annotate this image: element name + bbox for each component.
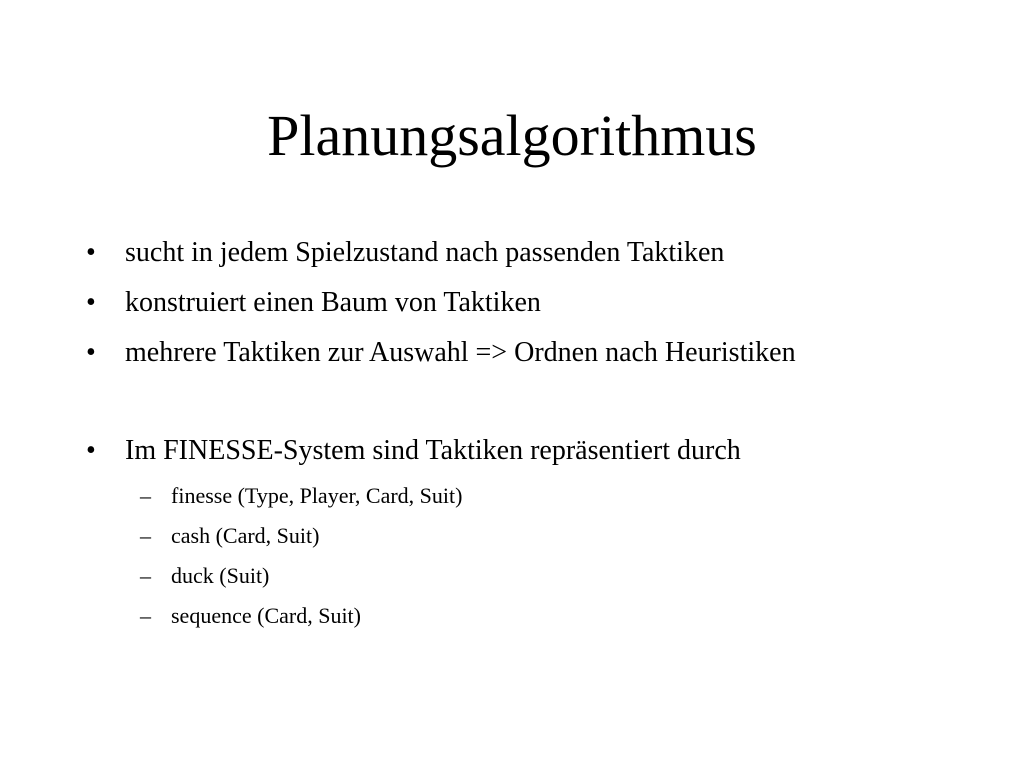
bullet-marker: • (86, 237, 96, 268)
sub-item-text: sequence (Card, Suit) (171, 603, 361, 628)
bullet-list (0, 228, 1024, 636)
sub-item-text: finesse (Type, Player, Card, Suit) (171, 483, 463, 508)
bullet-text: sucht in jedem Spielzustand nach passenden Taktiken (125, 237, 725, 268)
bullet-marker: • (86, 287, 96, 318)
sub-marker: – (140, 563, 151, 588)
bullet-item (0, 278, 1024, 328)
sub-marker: – (140, 483, 151, 508)
sub-item (0, 516, 1024, 556)
slide-title: Planungsalgorithmus (267, 103, 757, 168)
bullet-text: Im FINESSE-System sind Taktiken repräsentiert durch (125, 435, 741, 466)
bullet-marker: • (86, 435, 96, 466)
bullet-text: konstruiert einen Baum von Taktiken (125, 287, 541, 318)
sub-item-text: cash (Card, Suit) (171, 523, 320, 548)
sub-item-text: duck (Suit) (171, 563, 270, 588)
sub-item (0, 556, 1024, 596)
sub-marker: – (140, 603, 151, 628)
bullet-item (0, 328, 1024, 378)
bullet-item (0, 228, 1024, 278)
sub-marker: – (140, 523, 151, 548)
sub-item (0, 596, 1024, 636)
sub-item (0, 476, 1024, 516)
bullet-marker: • (86, 337, 96, 368)
bullet-text: mehrere Taktiken zur Auswahl => Ordnen nach Heuristiken (125, 337, 796, 368)
bullet-spacer (0, 378, 1024, 426)
bullet-item (0, 426, 1024, 476)
